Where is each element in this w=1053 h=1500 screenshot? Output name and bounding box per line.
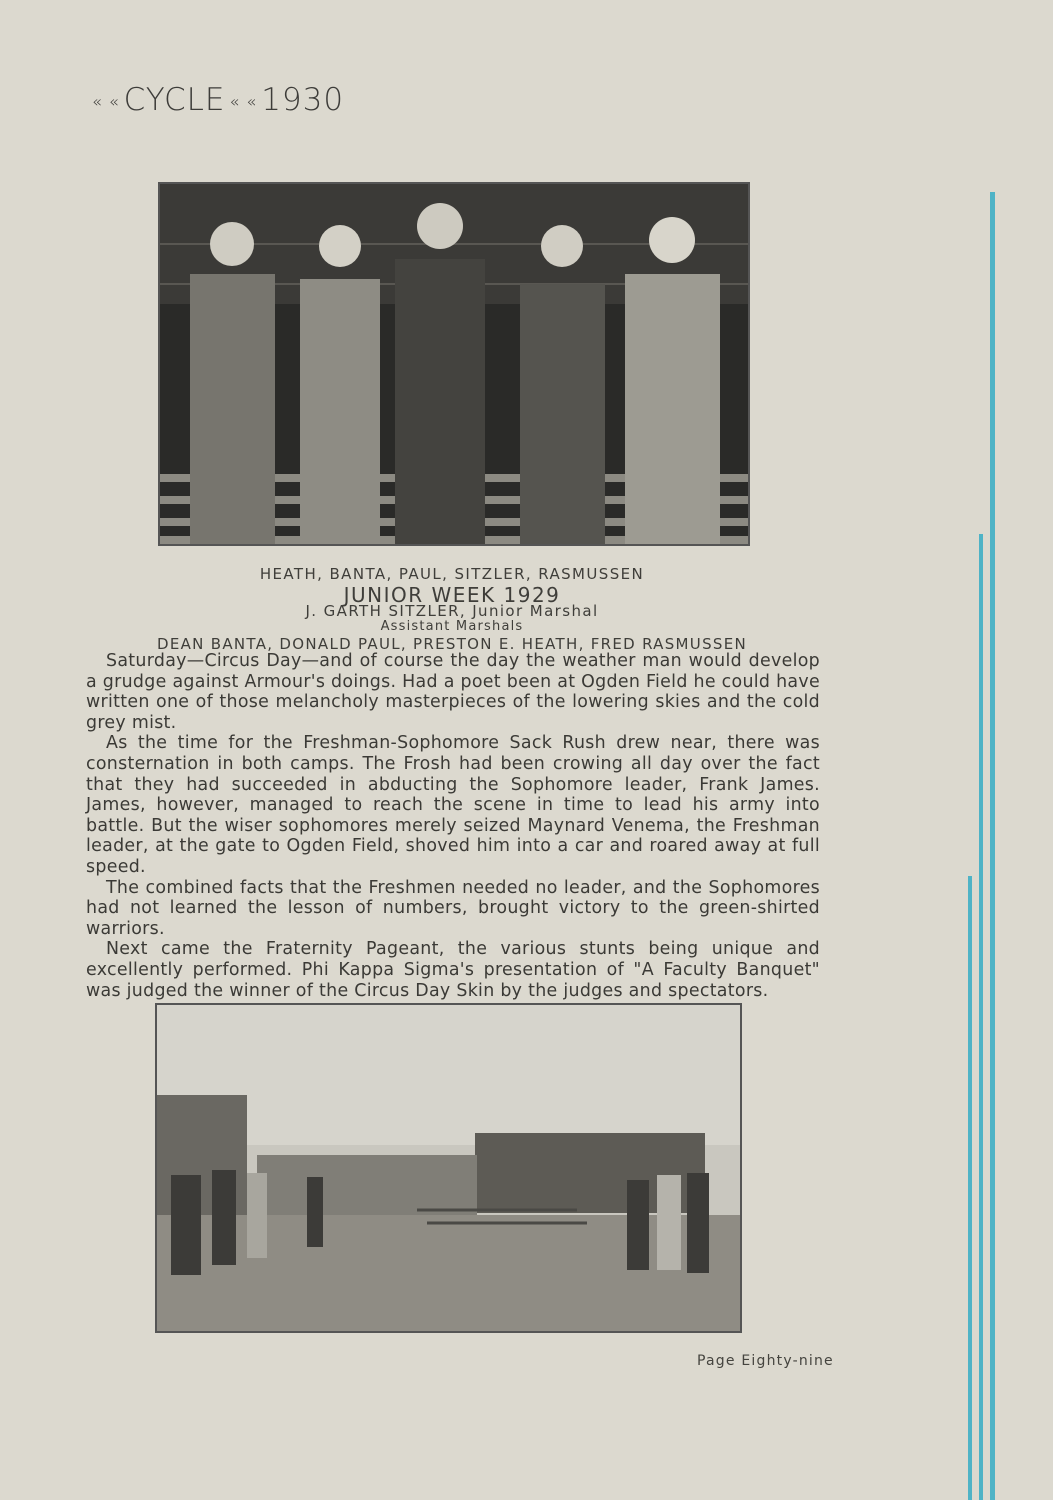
article-paragraph: The combined facts that the Freshmen needed no leader, and the Sophomores had not learned the lesson of numbers, brought victory to the green-shirted warriors. bbox=[86, 877, 820, 939]
accent-rule-inner bbox=[968, 876, 972, 1500]
group-portrait-image bbox=[160, 184, 748, 544]
hurdle-race-photo bbox=[155, 1003, 742, 1333]
photo-caption-event: JUNIOR WEEK 1929 bbox=[343, 583, 561, 607]
group-portrait-photo bbox=[158, 182, 750, 546]
hurdle-race-image bbox=[157, 1005, 740, 1331]
header-year: 1930 bbox=[261, 82, 345, 118]
photo-caption-assistant-label: Assistant Marshals bbox=[380, 619, 524, 634]
article-body bbox=[86, 651, 820, 1001]
photo-caption-marshal: J. GARTH SITZLER, Junior Marshal bbox=[305, 602, 599, 620]
accent-rule-outer bbox=[990, 192, 995, 1500]
photo-caption-assistants: DEAN BANTA, DONALD PAUL, PRESTON E. HEATH, FRED RASMUSSEN bbox=[156, 635, 748, 653]
header-title: CYCLE bbox=[123, 82, 226, 118]
header-mid-marks: « « bbox=[229, 92, 258, 111]
article-paragraph: Saturday—Circus Day—and of course the day the weather man would develop a grudge against Armour's doings. Had a poet been at Ogden Field he could have written one of those melancholy masterpieces of the lowering skies and the cold grey mist. bbox=[86, 651, 820, 733]
page-header bbox=[88, 82, 344, 118]
header-left-marks: « « bbox=[92, 92, 120, 111]
accent-rule-middle bbox=[979, 534, 983, 1500]
photo-caption-names: HEATH, BANTA, PAUL, SITZLER, RASMUSSEN bbox=[259, 565, 645, 583]
article-paragraph: As the time for the Freshman-Sophomore Sack Rush drew near, there was consternation in both camps. The Frosh had been crowing all day over the fact that they had succeeded in abducting the Sophomore leader, Frank James. James, however, managed to reach the scene in time to lead his army into battle. But the wiser sophomores merely seized Maynard Venema, the Freshman leader, at the gate to Ogden Field, shoved him into a car and roared away at full speed. bbox=[86, 733, 820, 877]
page-number: Page Eighty-nine bbox=[697, 1353, 834, 1369]
article-paragraph: Next came the Fraternity Pageant, the various stunts being unique and excellently performed. Phi Kappa Sigma's presentation of "A Faculty Banquet" was judged the winner of the Circus Day Skin by the judges and spectators. bbox=[86, 939, 820, 1001]
